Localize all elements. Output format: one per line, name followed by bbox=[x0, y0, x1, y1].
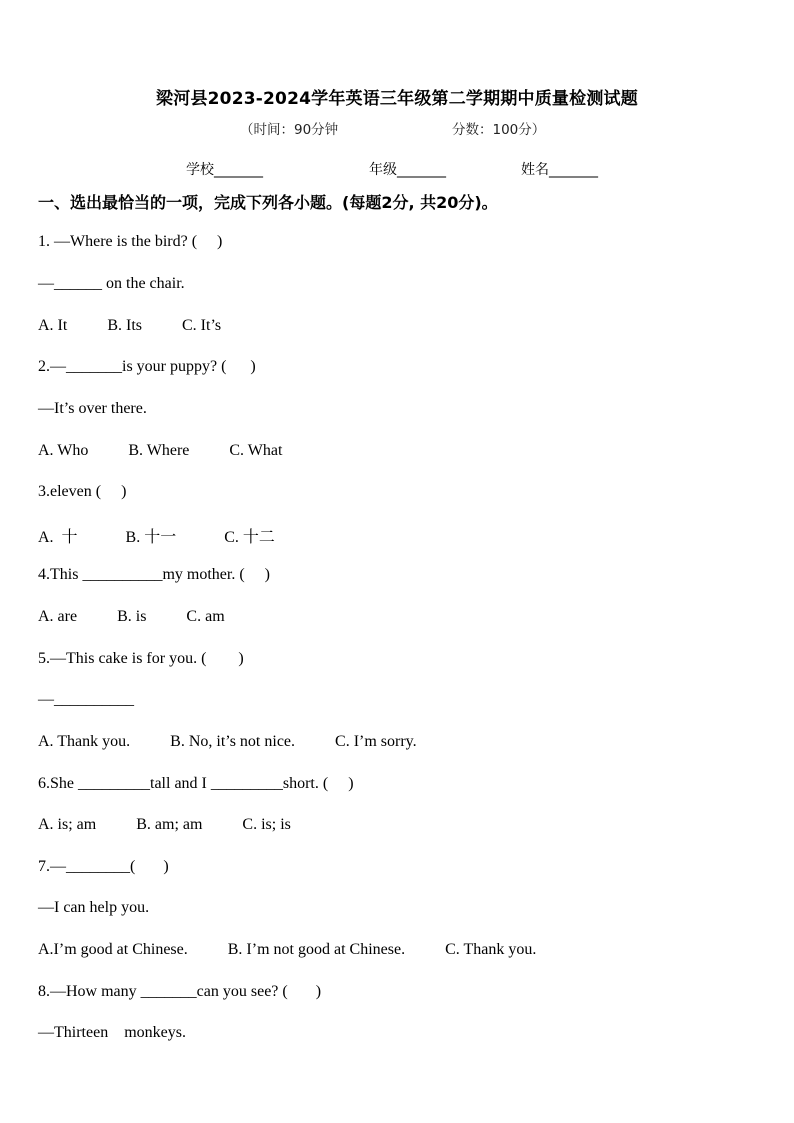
section-heading: 一、选出最恰当的一项，完成下列各小题。(每题2分, 共20分)。 bbox=[38, 193, 498, 212]
page-title: 梁河县2023-2024学年英语三年级第二学期期中质量检测试题 bbox=[156, 89, 638, 109]
question-3: 3.eleven ( ) bbox=[38, 483, 127, 500]
question-2-options: A. Who B. Where C. What bbox=[38, 442, 283, 459]
question-5-answer-line: —__________ bbox=[38, 691, 134, 708]
question-4-options: A. are B. is C. am bbox=[38, 608, 225, 625]
question-2: 2.—_______is your puppy? ( ) bbox=[38, 358, 256, 375]
question-2-answer-line: —It’s over there. bbox=[38, 400, 147, 417]
question-6: 6.She _________tall and I _________short. ( ) bbox=[38, 775, 354, 792]
question-1-answer-line: —______ on the chair. bbox=[38, 275, 185, 292]
question-8: 8.—How many _______can you see? ( ) bbox=[38, 983, 322, 1000]
question-1: 1. —Where is the bird? ( ) bbox=[38, 233, 223, 250]
question-5: 5.—This cake is for you. ( ) bbox=[38, 650, 244, 667]
question-7: 7.—________( ) bbox=[38, 858, 169, 875]
question-7-answer-line: —I can help you. bbox=[38, 899, 150, 916]
exam-time: （时间：90分钟 bbox=[240, 122, 339, 138]
school-field: 学校_______ bbox=[186, 162, 263, 178]
question-7-options: A.I’m good at Chinese. B. I’m not good at Chinese. C. Thank you. bbox=[38, 941, 537, 958]
grade-field: 年级_______ bbox=[369, 162, 446, 178]
exam-score: 分数：100分） bbox=[452, 122, 546, 138]
question-4: 4.This __________my mother. ( ) bbox=[38, 566, 270, 583]
name-field: 姓名_______ bbox=[521, 162, 598, 178]
question-6-options: A. is; am B. am; am C. is; is bbox=[38, 816, 291, 833]
question-3-options: A. 十 B. 十一 C. 十二 bbox=[38, 529, 275, 546]
question-5-options: A. Thank you. B. No, it’s not nice. C. I’m sorry. bbox=[38, 733, 417, 750]
question-8-answer-line: —Thirteen monkeys. bbox=[38, 1024, 186, 1041]
question-1-options: A. It B. Its C. It’s bbox=[38, 317, 222, 334]
